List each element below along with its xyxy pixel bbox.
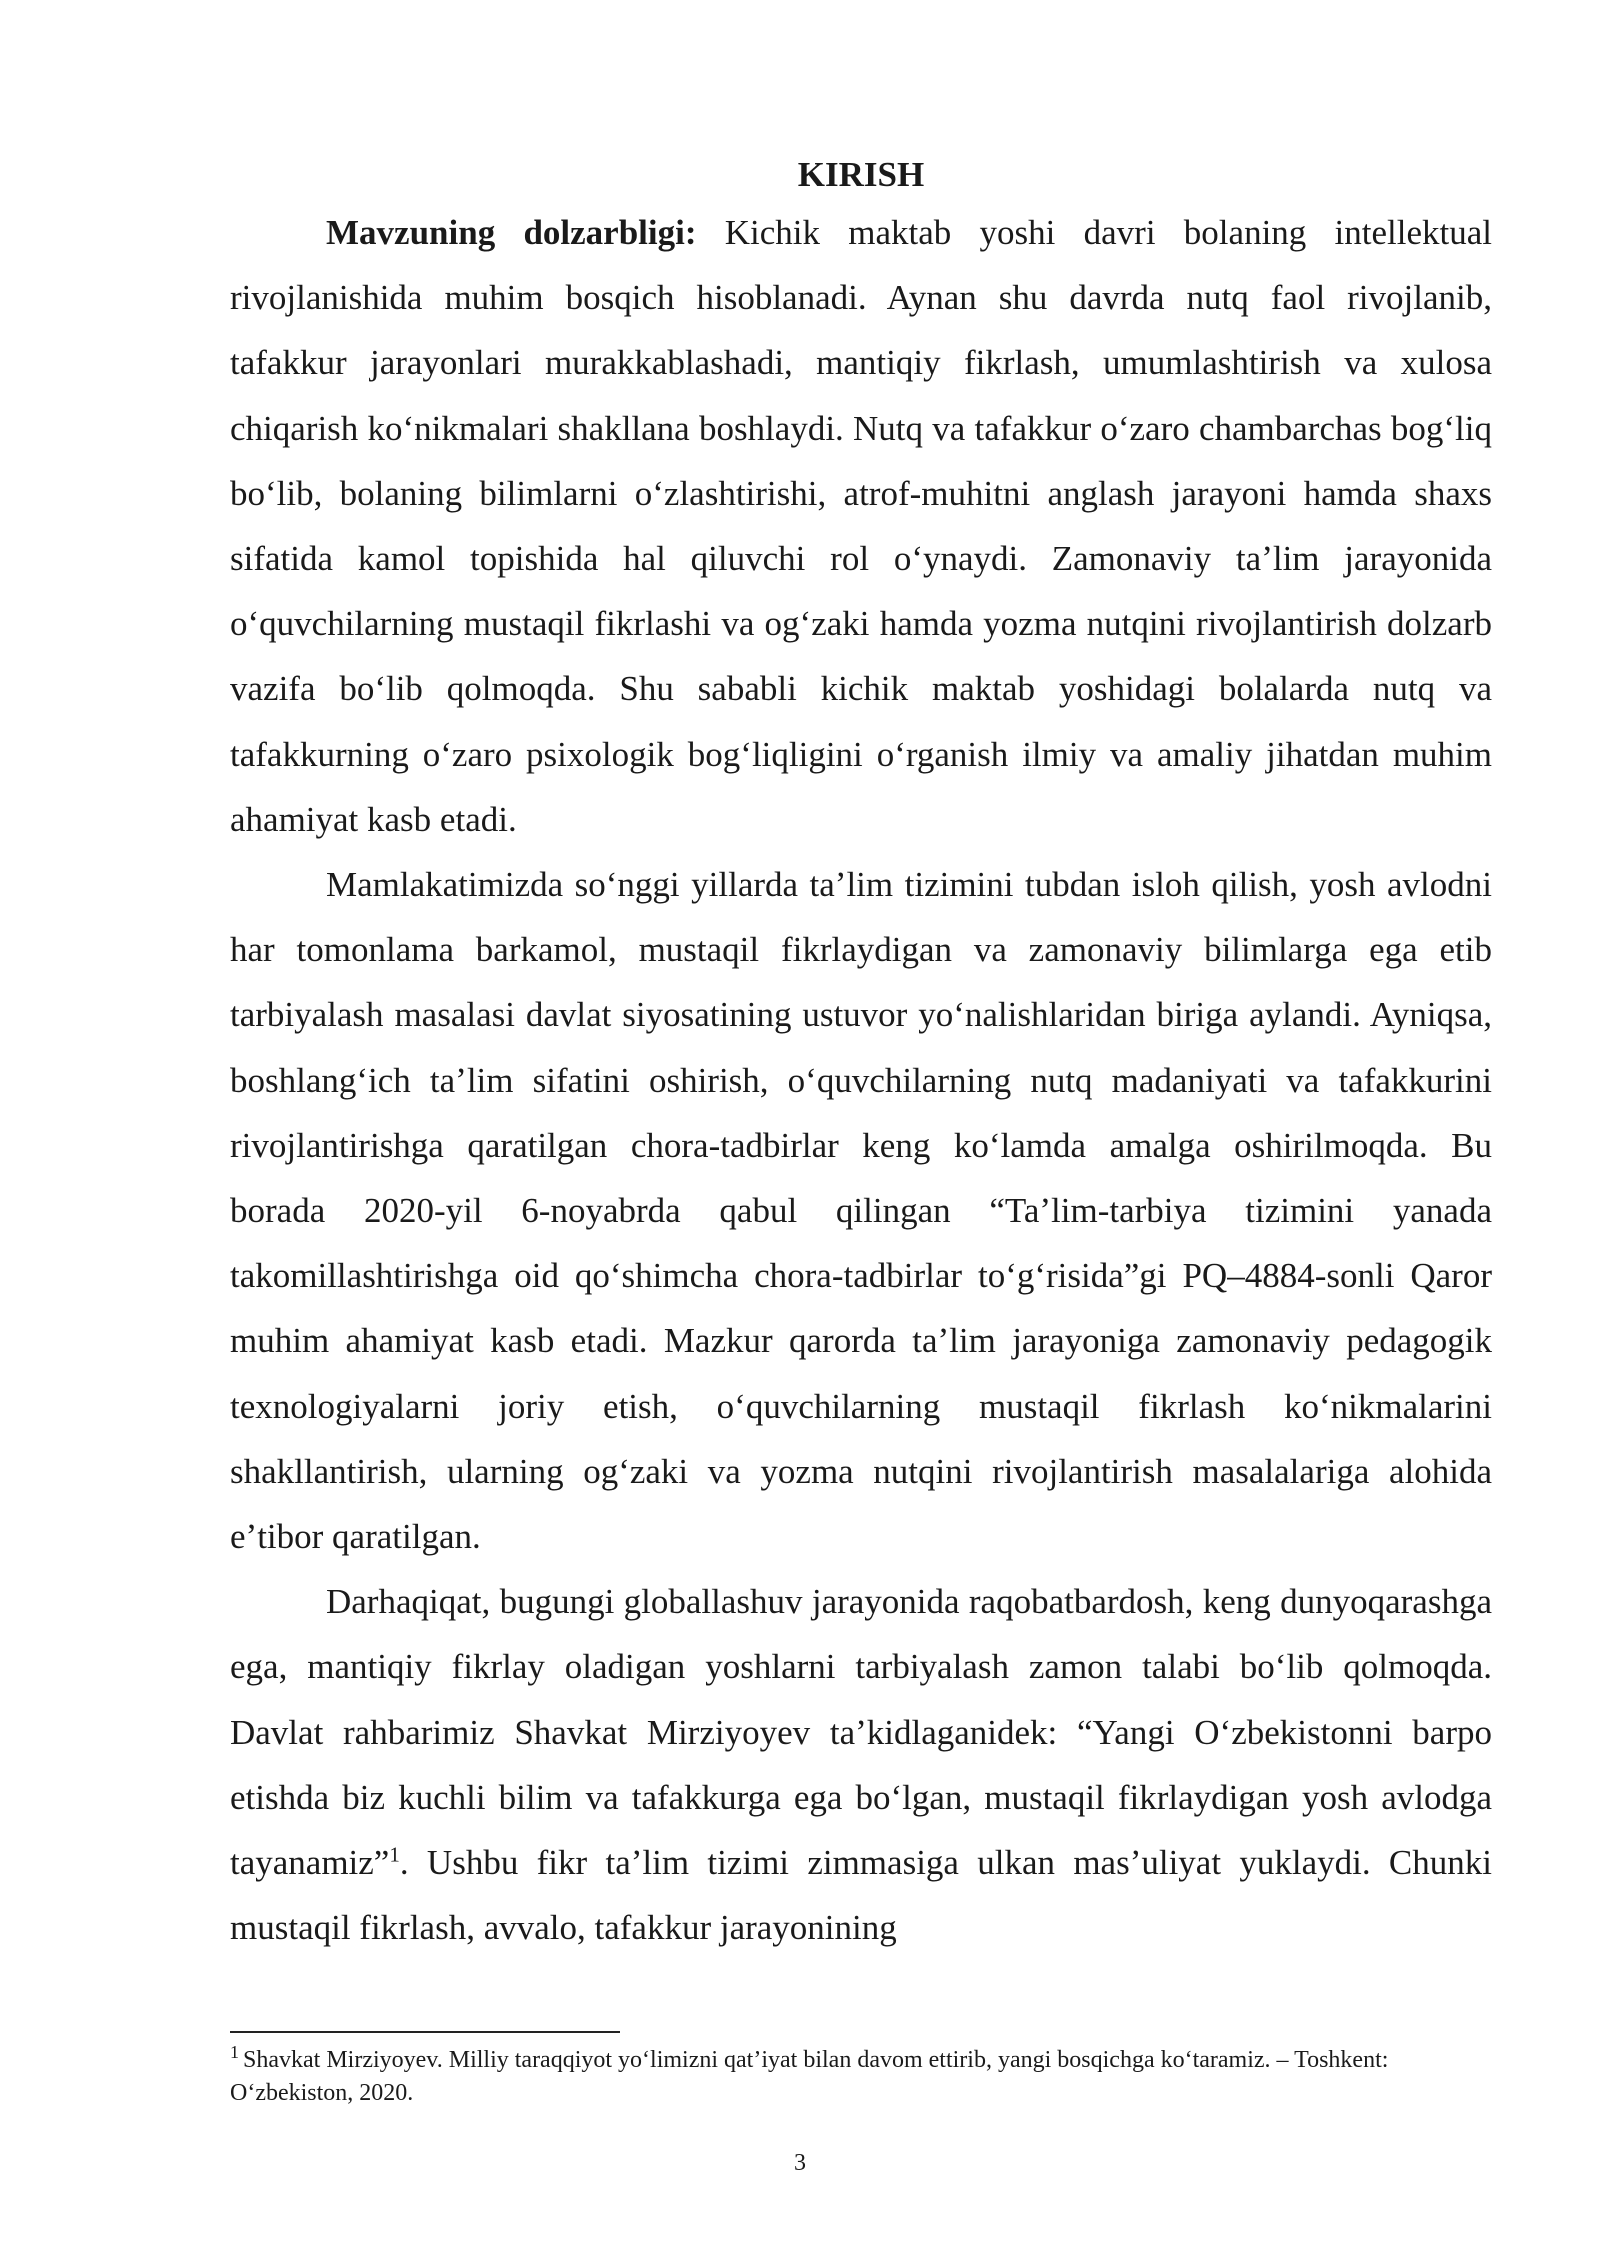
paragraph-text-continued: . Ushbu fikr taʼlim tizimi zimmasiga ulkan masʼuliyat yuklaydi. Chunki mustaqil fikrlash, avvalo, tafakkur jarayonining xyxy=(230,1843,1492,1948)
footnote xyxy=(230,2044,1492,2110)
footnote-text: Shavkat Mirziyoyev. Milliy taraqqiyot yoʻlimizni qatʼiyat bilan davom ettirib, yangi bosqichga koʻtaramiz. – Toshkent: Oʻzbekiston, 2020. xyxy=(230,2047,1389,2106)
footnote-separator xyxy=(230,2031,620,2033)
paragraph-text: Kichik maktab yoshi davri bolaning intellektual rivojlanishida muhim bosqich hisoblanadi. Aynan shu davrda nutq faol rivojlanib, tafakkur jarayonlari murakkablashadi, mantiqiy fikrlash, umumlashtirish va xulosa chiqarish koʻnikmalari shakllana boshlaydi. Nutq va tafakkur oʻzaro chambarchas bogʻliq boʻlib, bolaning bilimlarni oʻzlashtirishi, atrof-muhitni anglash jarayoni hamda shaxs sifatida kamol topishida hal qiluvchi rol oʻynaydi. Zamonaviy taʼlim jarayonida oʻquvchilarning mustaqil fikrlashi va ogʻzaki hamda yozma nutqini rivojlantirish dolzarb vazifa boʻlib qolmoqda. Shu sababli kichik maktab yoshidagi bolalarda nutq va tafakkurning oʻzaro psixologik bogʻliqligini oʻrganish ilmiy va amaliy jihatdan muhim ahamiyat kasb etadi. xyxy=(230,213,1492,839)
paragraph-globalization xyxy=(230,1569,1492,1960)
section-title: KIRISH xyxy=(797,155,925,194)
paragraph-reforms: Mamlakatimizda soʻnggi yillarda taʼlim tizimini tubdan isloh qilish, yosh avlodni har tomonlama barkamol, mustaqil fikrlaydigan va zamonaviy bilimlarga ega etib tarbiyalash masalasi davlat siyosatining ustuvor yoʻnalishlaridan biriga aylandi. Ayniqsa, boshlangʻich taʼlim sifatini oshirish, oʻquvchilarning nutq madaniyati va tafakkurini rivojlantirishga qaratilgan chora-tadbirlar keng koʻlamda amalga oshirilmoqda. Bu borada 2020-yil 6-noyabrda qabul qilingan “Taʼlim-tarbiya tizimini yanada takomillashtirishga oid qoʻshimcha chora-tadbirlar toʻgʻrisida”gi PQ–4884-sonli Qaror muhim ahamiyat kasb etadi. Mazkur qarorda taʼlim jarayoniga zamonaviy pedagogik texnologiyalarni joriy etish, oʻquvchilarning mustaqil fikrlash koʻnikmalarini shakllantirish, ularning ogʻzaki va yozma nutqini rivojlantirish masalalariga alohida eʼtibor qaratilgan. xyxy=(230,865,1492,1557)
page-body xyxy=(230,150,1492,1960)
page-number: 3 xyxy=(794,2150,806,2176)
paragraph-text: Darhaqiqat, bugungi globallashuv jarayonida raqobatbardosh, keng dunyoqarashga ega, mantiqiy fikrlay oladigan yoshlarni tarbiyalash zamon talabi boʻlib qolmoqda. Davlat rahbarimiz Shavkat Mirziyoyev taʼkidlaganidek: “Yangi Oʻzbekistonni barpo etishda biz kuchli bilim va tafakkurga ega boʻlgan, mustaqil fikrlaydigan yosh avlodga tayanamiz” xyxy=(230,1582,1492,1883)
footnote-number: 1 xyxy=(230,2042,239,2062)
footnote-reference[interactable]: 1 xyxy=(389,1842,400,1867)
paragraph-lead-heading: Mavzuning dolzarbligi: xyxy=(326,213,697,252)
paragraph-relevance xyxy=(230,200,1492,852)
